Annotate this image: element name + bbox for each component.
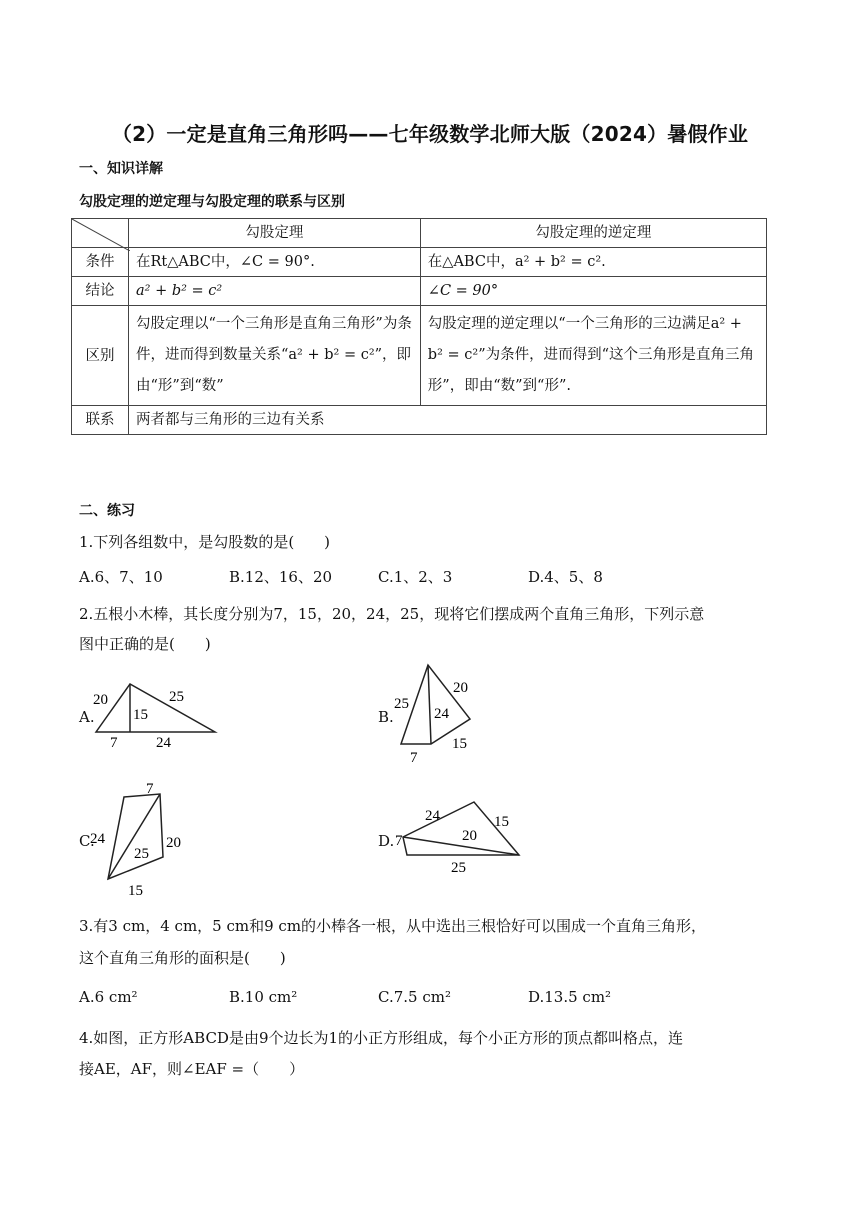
question-3-stem-line2: 这个直角三角形的面积是( ) [79,949,286,967]
q2-figure-c [88,778,198,900]
question-4-stem-line2: 接AE，AF，则∠EAF =（ ） [79,1060,305,1078]
table-caption: 勾股定理的逆定理与勾股定理的联系与区别 [79,194,345,210]
question-2-stem-line2: 图中正确的是( ) [79,635,211,653]
fig-a-label-25: 25 [169,689,184,705]
question-2-stem-line1: 2.五根小木棒，其长度分别为7，15，20，24，25，现将它们摆成两个直角三角形，下列示意 [79,605,705,623]
diagonal-header-cell [72,219,129,248]
fig-d-label-15: 15 [494,814,509,830]
q3-option-d[interactable]: D.13.5 cm² [528,988,612,1006]
row-label: 联系 [72,406,129,435]
q1-option-d[interactable]: D.4、5、8 [528,568,603,586]
q3-option-c[interactable]: C.7.5 cm² [378,988,451,1006]
section-heading-practice: 二、练习 [79,503,135,519]
fig-c-label-15: 15 [128,883,143,899]
conclusion-pythagorean: a² + b² = c² [129,277,421,306]
fig-c-label-20: 20 [166,835,181,851]
q1-option-b[interactable]: B.12、16、20 [229,568,333,586]
fig-b-label-7: 7 [410,750,418,765]
condition-converse: 在△ABC中，a² + b² = c². [420,248,766,277]
diagonal-line [72,219,130,251]
fig-d-label-25: 25 [451,860,466,875]
table-row-condition [72,248,767,277]
table-row-relation [72,406,767,435]
q1-option-a[interactable]: A.6、7、10 [79,568,163,586]
fig-c-label-7: 7 [146,781,154,797]
relation-text: 两者都与三角形的三边有关系 [129,406,767,435]
row-label: 结论 [72,277,129,306]
row-label: 区别 [72,306,129,406]
fig-a-label-15: 15 [133,707,148,723]
q2-figure-a [85,672,225,752]
question-3-stem-line1: 3.有3 cm，4 cm，5 cm和9 cm的小棒各一根，从中选出三根恰好可以围成一个直角三角形， [79,917,707,935]
q1-option-c[interactable]: C.1、2、3 [378,568,453,586]
header-pythagorean: 勾股定理 [129,219,421,248]
fig-c-label-25: 25 [134,846,149,862]
table-header-row [72,219,767,248]
fig-d-label-7: 7 [395,833,403,849]
fig-b-label-15: 15 [452,736,467,752]
question-1-stem: 1.下列各组数中，是勾股数的是( ) [79,533,331,551]
table-row-difference [72,306,767,406]
comparison-table [71,218,767,435]
page-title: （2）一定是直角三角形吗——七年级数学北师大版（2024）暑假作业 [111,122,749,146]
fig-a-label-7: 7 [110,735,118,751]
fig-a-label-20: 20 [93,692,108,708]
conclusion-converse: ∠C = 90° [420,277,766,306]
question-4-stem-line1: 4.如图，正方形ABCD是由9个边长为1的小正方形组成，每个小正方形的顶点都叫格点，连 [79,1029,684,1047]
table-row-conclusion [72,277,767,306]
condition-pythagorean: 在Rt△ABC中，∠C = 90°. [129,248,421,277]
row-label: 条件 [72,248,129,277]
q2-option-a-label[interactable]: A. [79,708,95,726]
q3-option-a[interactable]: A.6 cm² [79,988,138,1006]
q2-figure-d [393,795,528,875]
difference-pythagorean: 勾股定理以“一个三角形是直角三角形”为条件，进而得到数量关系“a² + b² = c²”，即由“形”到“数” [129,306,421,406]
fig-b-label-20: 20 [453,680,468,696]
q2-option-c-label[interactable]: C. [79,832,95,850]
q2-option-b-label[interactable]: B. [378,708,394,726]
fig-d-label-20: 20 [462,828,477,844]
section-heading-knowledge: 一、知识详解 [79,161,163,177]
fig-b-label-25: 25 [394,696,409,712]
q2-option-d-label[interactable]: D. [378,832,395,850]
fig-c-label-24: 24 [90,831,105,847]
q3-option-b[interactable]: B.10 cm² [229,988,298,1006]
fig-d-label-24: 24 [425,808,440,824]
difference-converse: 勾股定理的逆定理以“一个三角形的三边满足a² + b² = c²”为条件，进而得到“这个三角形是直角三角形”，即由“数”到“形”. [420,306,766,406]
q2-figure-b [390,660,480,765]
fig-b-label-24: 24 [434,706,449,722]
header-converse: 勾股定理的逆定理 [420,219,766,248]
fig-a-label-24: 24 [156,735,171,751]
